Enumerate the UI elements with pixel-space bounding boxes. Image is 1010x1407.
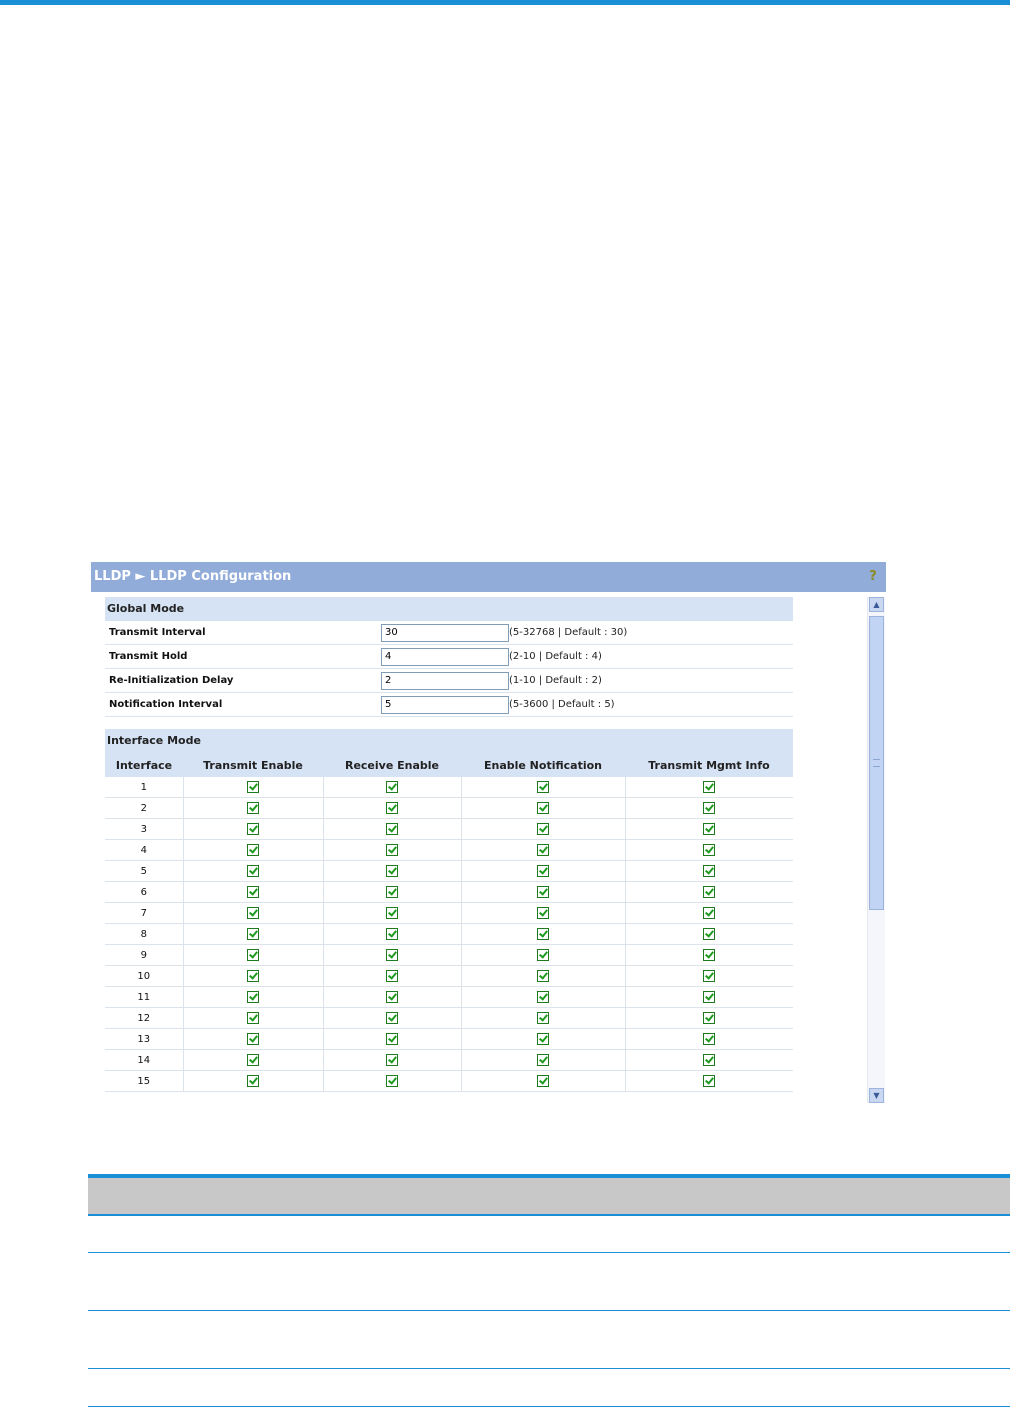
doc-table-row: [88, 1253, 1010, 1311]
enable-notification-checkbox[interactable]: [537, 886, 549, 898]
receive-enable-checkbox[interactable]: [386, 886, 398, 898]
transmit-mgmt-info-checkbox[interactable]: [703, 865, 715, 877]
interface-number: 11: [105, 987, 183, 1008]
enable-notification-checkbox[interactable]: [537, 907, 549, 919]
transmit-mgmt-info-checkbox[interactable]: [703, 970, 715, 982]
re-initialization-delay-range-hint: (1-10 | Default : 2): [509, 669, 793, 693]
transmit-mgmt-info-checkbox[interactable]: [703, 1075, 715, 1087]
interface-number: 9: [105, 945, 183, 966]
interface-number: 6: [105, 882, 183, 903]
enable-notification-checkbox[interactable]: [537, 865, 549, 877]
enable-notification-checkbox[interactable]: [537, 802, 549, 814]
transmit-mgmt-info-checkbox[interactable]: [703, 802, 715, 814]
enable-notification-checkbox[interactable]: [537, 991, 549, 1003]
transmit-enable-checkbox[interactable]: [247, 886, 259, 898]
interface-number: 12: [105, 1008, 183, 1029]
table-row: [105, 987, 793, 1008]
table-row: [105, 819, 793, 840]
table-row: [105, 966, 793, 987]
enable-notification-checkbox[interactable]: [537, 1033, 549, 1045]
transmit-hold-input[interactable]: [381, 648, 509, 666]
transmit-enable-checkbox[interactable]: [247, 928, 259, 940]
transmit-enable-checkbox[interactable]: [247, 991, 259, 1003]
table-row: [105, 903, 793, 924]
transmit-enable-checkbox[interactable]: [247, 1075, 259, 1087]
re-initialization-delay-label: Re-Initialization Delay: [105, 669, 381, 693]
scroll-grip-icon: [873, 759, 880, 767]
transmit-mgmt-info-checkbox[interactable]: [703, 907, 715, 919]
table-row: [105, 1008, 793, 1029]
global-mode-row: [105, 645, 793, 669]
enable-notification-checkbox[interactable]: [537, 928, 549, 940]
receive-enable-checkbox[interactable]: [386, 802, 398, 814]
scroll-down-button[interactable]: ▼: [869, 1088, 884, 1103]
interface-number: 2: [105, 798, 183, 819]
enable-notification-checkbox[interactable]: [537, 1054, 549, 1066]
enable-notification-checkbox[interactable]: [537, 1075, 549, 1087]
interface-number: 10: [105, 966, 183, 987]
scroll-thumb[interactable]: [869, 616, 884, 910]
transmit-enable-checkbox[interactable]: [247, 1012, 259, 1024]
table-row: [105, 1071, 793, 1092]
transmit-interval-range-hint: (5-32768 | Default : 30): [509, 621, 793, 645]
column-header-receive-enable: Receive Enable: [323, 753, 461, 777]
transmit-interval-label: Transmit Interval: [105, 621, 381, 645]
transmit-mgmt-info-checkbox[interactable]: [703, 844, 715, 856]
scroll-up-button[interactable]: ▲: [869, 597, 884, 612]
enable-notification-checkbox[interactable]: [537, 823, 549, 835]
transmit-hold-range-hint: (2-10 | Default : 4): [509, 645, 793, 669]
enable-notification-checkbox[interactable]: [537, 949, 549, 961]
table-row: [105, 1029, 793, 1050]
interface-number: 4: [105, 840, 183, 861]
top-accent-rule: [0, 0, 1010, 5]
receive-enable-checkbox[interactable]: [386, 970, 398, 982]
enable-notification-checkbox[interactable]: [537, 970, 549, 982]
doc-table: [88, 1174, 1010, 1407]
panel-header: [91, 562, 886, 592]
table-row: [105, 840, 793, 861]
receive-enable-checkbox[interactable]: [386, 823, 398, 835]
enable-notification-checkbox[interactable]: [537, 781, 549, 793]
transmit-mgmt-info-checkbox[interactable]: [703, 928, 715, 940]
table-row: [105, 924, 793, 945]
transmit-mgmt-info-checkbox[interactable]: [703, 991, 715, 1003]
doc-table-header: [88, 1178, 1010, 1216]
receive-enable-checkbox[interactable]: [386, 844, 398, 856]
notification-interval-range-hint: (5-3600 | Default : 5): [509, 693, 793, 717]
interface-number: 14: [105, 1050, 183, 1071]
doc-table-row: [88, 1369, 1010, 1407]
transmit-mgmt-info-checkbox[interactable]: [703, 1054, 715, 1066]
interface-number: 7: [105, 903, 183, 924]
transmit-enable-checkbox[interactable]: [247, 1054, 259, 1066]
transmit-mgmt-info-checkbox[interactable]: [703, 781, 715, 793]
receive-enable-checkbox[interactable]: [386, 1054, 398, 1066]
notification-interval-input[interactable]: [381, 696, 509, 714]
interface-number: 15: [105, 1071, 183, 1092]
receive-enable-checkbox[interactable]: [386, 865, 398, 877]
enable-notification-checkbox[interactable]: [537, 1012, 549, 1024]
global-mode-row: [105, 693, 793, 717]
interface-number: 8: [105, 924, 183, 945]
receive-enable-checkbox[interactable]: [386, 781, 398, 793]
doc-table-row: [88, 1311, 1010, 1369]
interface-mode-table: [105, 753, 793, 1092]
column-header-transmit-mgmt-info: Transmit Mgmt Info: [625, 753, 793, 777]
receive-enable-checkbox[interactable]: [386, 1075, 398, 1087]
help-icon[interactable]: ?: [869, 569, 877, 584]
global-mode-row: [105, 621, 793, 645]
global-mode-row: [105, 669, 793, 693]
receive-enable-checkbox[interactable]: [386, 991, 398, 1003]
transmit-mgmt-info-checkbox[interactable]: [703, 949, 715, 961]
transmit-enable-checkbox[interactable]: [247, 823, 259, 835]
column-header-enable-notification: Enable Notification: [461, 753, 625, 777]
receive-enable-checkbox[interactable]: [386, 949, 398, 961]
table-row: [105, 777, 793, 798]
receive-enable-checkbox[interactable]: [386, 1012, 398, 1024]
global-mode-title: Global Mode: [105, 597, 793, 621]
table-row: [105, 945, 793, 966]
transmit-enable-checkbox[interactable]: [247, 907, 259, 919]
transmit-mgmt-info-checkbox[interactable]: [703, 1033, 715, 1045]
transmit-enable-checkbox[interactable]: [247, 802, 259, 814]
table-row: [105, 861, 793, 882]
transmit-mgmt-info-checkbox[interactable]: [703, 886, 715, 898]
transmit-hold-label: Transmit Hold: [105, 645, 381, 669]
vertical-scrollbar[interactable]: [867, 597, 885, 1103]
receive-enable-checkbox[interactable]: [386, 907, 398, 919]
column-header-transmit-enable: Transmit Enable: [183, 753, 323, 777]
interface-number: 3: [105, 819, 183, 840]
transmit-enable-checkbox[interactable]: [247, 949, 259, 961]
interface-number: 5: [105, 861, 183, 882]
breadcrumb: LLDP ► LLDP Configuration: [94, 569, 292, 584]
global-mode-table: [105, 621, 793, 717]
notification-interval-label: Notification Interval: [105, 693, 381, 717]
interface-mode-section: [105, 729, 793, 1092]
re-initialization-delay-input[interactable]: [381, 672, 509, 690]
receive-enable-checkbox[interactable]: [386, 1033, 398, 1045]
transmit-enable-checkbox[interactable]: [247, 781, 259, 793]
transmit-mgmt-info-checkbox[interactable]: [703, 823, 715, 835]
panel-content: [105, 597, 793, 1092]
column-header-interface: Interface: [105, 753, 183, 777]
interface-mode-title: Interface Mode: [105, 729, 793, 753]
transmit-interval-input[interactable]: [381, 624, 509, 642]
table-row: [105, 882, 793, 903]
transmit-enable-checkbox[interactable]: [247, 844, 259, 856]
doc-table-row: [88, 1216, 1010, 1253]
table-row: [105, 1050, 793, 1071]
interface-number: 1: [105, 777, 183, 798]
enable-notification-checkbox[interactable]: [537, 844, 549, 856]
transmit-enable-checkbox[interactable]: [247, 865, 259, 877]
interface-number: 13: [105, 1029, 183, 1050]
receive-enable-checkbox[interactable]: [386, 928, 398, 940]
transmit-enable-checkbox[interactable]: [247, 1033, 259, 1045]
transmit-enable-checkbox[interactable]: [247, 970, 259, 982]
table-row: [105, 798, 793, 819]
lldp-configuration-panel: [91, 562, 886, 1105]
transmit-mgmt-info-checkbox[interactable]: [703, 1012, 715, 1024]
